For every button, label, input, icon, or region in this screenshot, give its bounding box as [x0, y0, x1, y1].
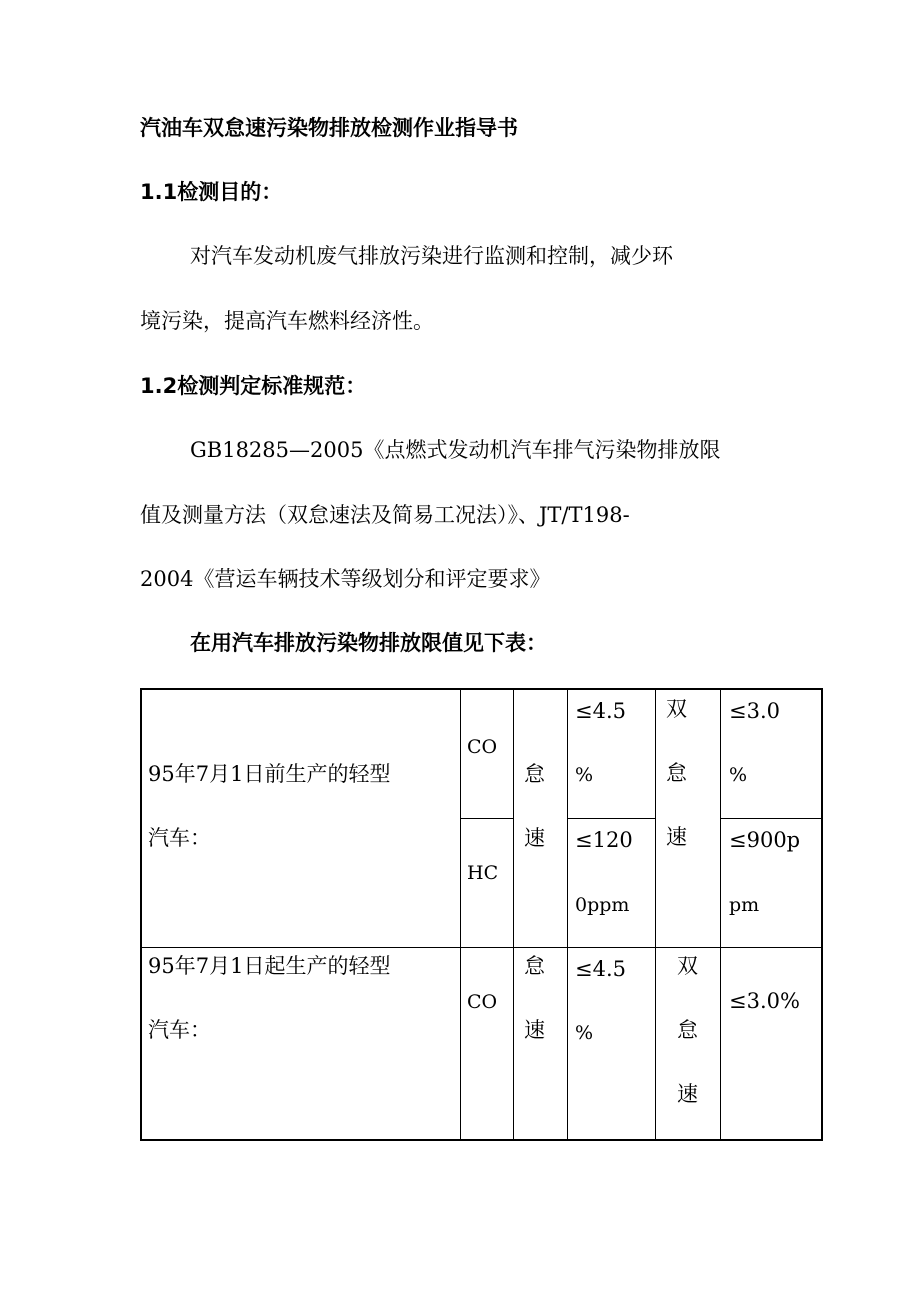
col-line-3	[567, 688, 568, 1140]
col-line-5	[720, 688, 721, 1140]
section-1-line-1: 对汽车发动机废气排放污染进行监测和控制，减少环	[190, 244, 673, 268]
row1-co-dual-limit-2: %	[729, 764, 748, 786]
section-1-heading: 1.1检测目的：	[140, 180, 283, 204]
row2-co-dual-limit: ≤3.0%	[729, 989, 800, 1013]
row1-idle-char-1: 怠	[524, 762, 545, 786]
row2-co-idle-limit-1: ≤4.5	[575, 957, 626, 981]
section-2-heading: 1.2检测判定标准规范：	[140, 374, 367, 398]
row2-pollutant-co: CO	[467, 991, 498, 1013]
row1-hc-dual-limit-2: pm	[729, 894, 760, 916]
row2-dual-char-3: 速	[677, 1082, 698, 1106]
row1-hc-idle-limit-1: ≤120	[575, 828, 633, 852]
col-line-1	[460, 688, 461, 1140]
section-2-line-1: GB18285—2005《点燃式发动机汽车排气污染物排放限	[190, 438, 721, 462]
row1-idle-char-2: 速	[524, 826, 545, 850]
row1-pollutant-co: CO	[467, 736, 498, 758]
table-border-right	[821, 688, 823, 1141]
row2-vehicle-line-2: 汽车：	[148, 1018, 211, 1042]
row1-co-idle-limit-2: %	[575, 764, 594, 786]
row1-pollutant-hc: HC	[467, 862, 499, 884]
section-2-line-3: 2004《营运车辆技术等级划分和评定要求》	[140, 567, 551, 591]
row2-idle-char-2: 速	[524, 1018, 545, 1042]
section-2-line-2: 值及测量方法（双怠速法及简易工况法）》、JT/T198-	[140, 503, 630, 527]
row1-hc-idle-limit-2: 0ppm	[575, 894, 630, 916]
row1-co-dual-limit-1: ≤3.0	[729, 699, 780, 723]
row2-co-idle-limit-2: %	[575, 1022, 594, 1044]
dual-value-split-line	[720, 818, 822, 819]
row2-dual-char-1: 双	[677, 954, 698, 978]
row1-vehicle-line-2: 汽车：	[148, 826, 211, 850]
section-1-line-2: 境污染，提高汽车燃料经济性。	[140, 309, 434, 333]
table-border-left	[140, 688, 142, 1141]
row1-co-idle-limit-1: ≤4.5	[575, 699, 626, 723]
pollutant-split-line	[460, 818, 513, 819]
row2-dual-char-2: 怠	[677, 1018, 698, 1042]
table-caption: 在用汽车排放污染物排放限值见下表：	[190, 631, 547, 655]
row2-idle-char-1: 怠	[524, 954, 545, 978]
row1-dual-char-1: 双	[666, 697, 687, 721]
row1-vehicle-line-1: 95年7月1日前生产的轻型	[148, 762, 391, 786]
document-title: 汽油车双怠速污染物排放检测作业指导书	[140, 116, 518, 140]
row2-vehicle-line-1: 95年7月1日起生产的轻型	[148, 954, 391, 978]
idle-value-split-line	[567, 818, 655, 819]
row1-hc-dual-limit-1: ≤900p	[729, 828, 801, 852]
row1-dual-char-3: 速	[666, 825, 687, 849]
col-line-2	[513, 688, 514, 1140]
row1-dual-char-2: 怠	[666, 761, 687, 785]
col-line-4	[655, 688, 656, 1140]
